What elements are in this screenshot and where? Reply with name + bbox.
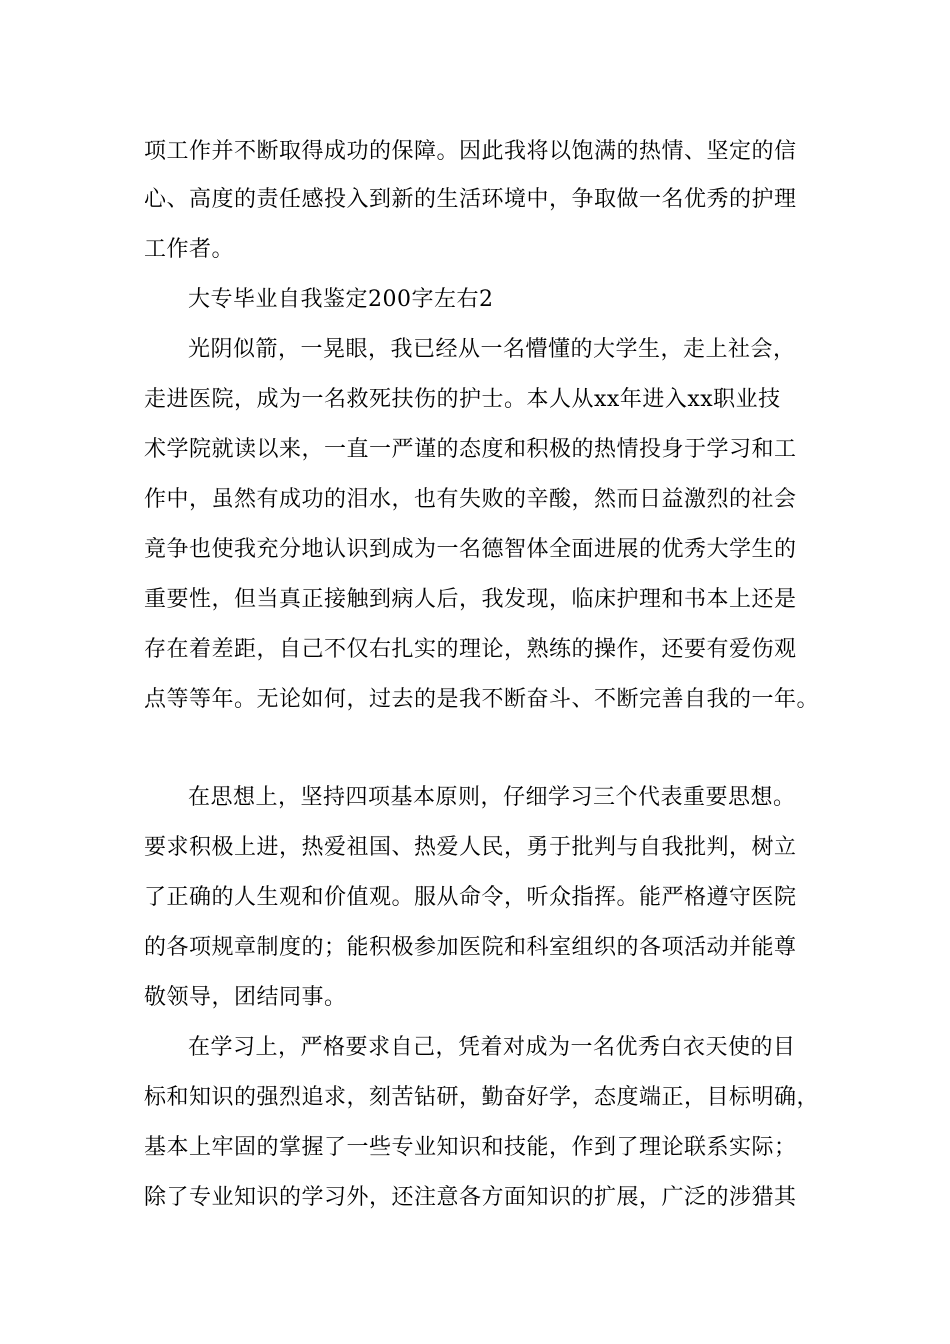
body-line: 点等等年。无论如何，过去的是我不断奋斗、不断完善自我的一年。 [144,687,820,712]
body-line: 心、高度的责任感投入到新的生活环境中，争取做一名优秀的护理 [144,187,797,212]
body-line: 竟争也使我充分地认识到成为一名德智体全面进展的优秀大学生的 [144,537,797,562]
body-line: 项工作并不断取得成功的保障。因此我将以饱满的热情、坚定的信 [144,139,797,164]
body-line: 标和知识的强烈追求，刻苦钻研，勤奋好学，态度端正，目标明确， [144,1085,820,1110]
paragraph-first-line: 在思想上，坚持四项基本原则，仔细学习三个代表重要思想。 [188,785,796,810]
body-line: 作中，虽然有成功的泪水，也有失败的辛酸，然而日益激烈的社会 [144,487,797,512]
body-line: 的各项规章制度的；能积极参加医院和科室组织的各项活动并能尊 [144,935,797,960]
paragraph-first-line: 在学习上，严格要求自己，凭着对成为一名优秀白衣天使的目 [188,1035,796,1060]
body-line: 除了专业知识的学习外，还注意各方面知识的扩展，广泛的涉猎其 [144,1185,797,1210]
section-heading: 大专毕业自我鉴定200字左右2 [188,287,494,312]
body-line: 了正确的人生观和价值观。服从命令，听众指挥。能严格遵守医院 [144,885,797,910]
body-line: 重要性，但当真正接触到病人后，我发现，临床护理和书本上还是 [144,587,797,612]
body-line: 存在着差距，自己不仅右扎实的理论，熟练的操作，还要有爱伤观 [144,637,797,662]
body-line: 敬领导，团结同事。 [144,985,347,1010]
body-line: 工作者。 [144,237,235,262]
body-line: 术学院就读以来，一直一严谨的态度和积极的热情投身于学习和工 [144,437,797,462]
body-line: 要求积极上进，热爱祖国、热爱人民，勇于批判与自我批判，树立 [144,835,797,860]
paragraph-first-line: 光阴似箭，一晃眼，我已经从一名懵懂的大学生，走上社会， [188,337,796,362]
body-line: 基本上牢固的掌握了一些专业知识和技能，作到了理论联系实际； [144,1135,797,1160]
body-line: 走进医院，成为一名救死扶伤的护士。本人从xx年进入xx职业技 [144,387,781,412]
